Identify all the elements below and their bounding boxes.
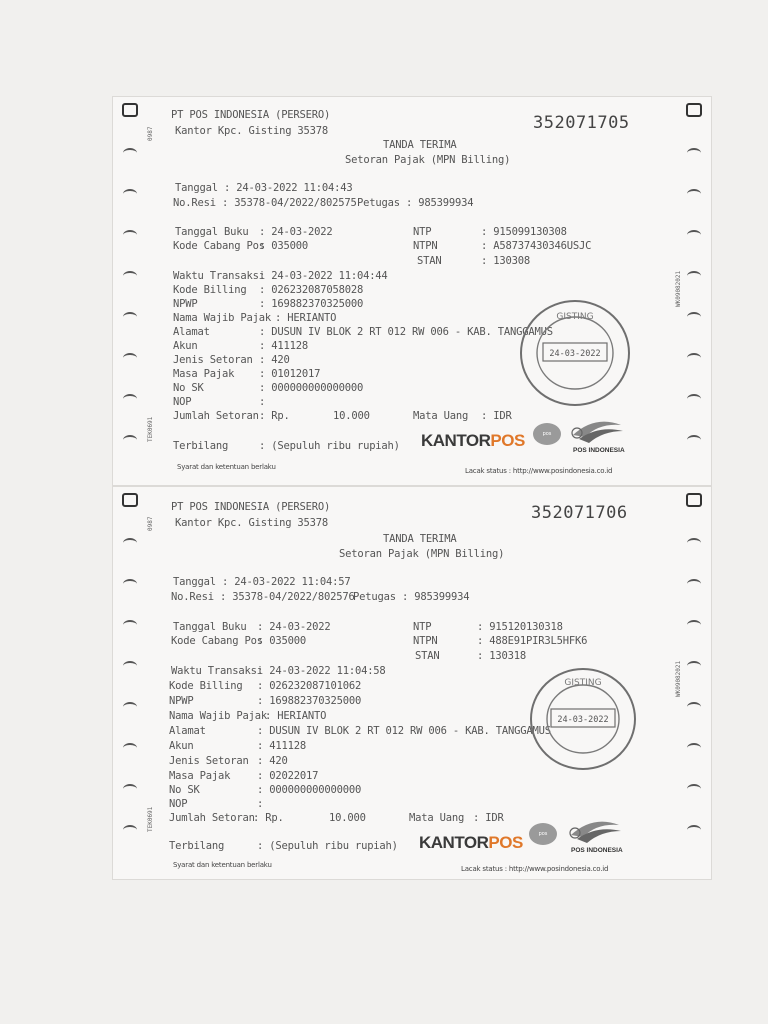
nama-value: : HERIANTO [275,312,337,324]
side-code-right: WK09082021 [675,660,682,697]
ntp-value: : 915120130318 [477,621,563,633]
ntp-label: NTP [413,226,432,238]
kode-cabang-value: : 035000 [259,240,308,252]
hole-icon [687,579,701,589]
jumlah-value: 10.000 [333,410,370,422]
petugas: Petugas : 985399934 [353,591,470,603]
jumlah-label: Jumlah Setoran [173,410,259,422]
petugas: Petugas : 985399934 [357,197,474,209]
side-code-left: TEK0691 [147,806,154,832]
no-resi: No.Resi : 35378-04/2022/802576 [171,591,355,603]
pos-indonesia-logo-icon [563,817,625,847]
postmark-stamp-icon [513,295,633,411]
office-name: Kantor Kpc. Gisting 35378 [175,125,329,137]
side-code-left: TEK0691 [147,416,154,442]
kantorpos-logo: KANTORPOS [421,431,525,450]
ntpn-value: : A58737430346USJC [481,240,592,252]
syarat-text: Syarat dan ketentuan berlaku [177,463,276,471]
ntp-label: NTP [413,621,432,633]
doc-title: TANDA TERIMA [383,139,457,151]
waktu-label: Waktu Transaksi [171,665,263,677]
akun-value: : 411128 [257,740,306,752]
jenis-label: Jenis Setoran [173,354,253,366]
office-name: Kantor Kpc. Gisting 35378 [175,517,329,529]
hole-icon [123,579,137,589]
stan-label: STAN [415,650,440,662]
terbilang-value: : (Sepuluh ribu rupiah) [259,440,400,452]
pos-indonesia-text: POS INDONESIA [573,447,625,454]
hole-icon [687,230,701,240]
waktu-value: : 24-03-2022 11:04:58 [257,665,386,677]
masa-value: : 02022017 [257,770,319,782]
ntpn-value: : 488E91PIR3L5HFK6 [477,635,588,647]
nosk-value: : 000000000000000 [259,382,364,394]
tractor-holes-left [119,103,141,476]
mata-uang-value: : IDR [481,410,512,422]
hole-icon [122,103,138,117]
receipt-1 [112,96,712,486]
hole-icon [687,148,701,158]
lacak-text: Lacak status : http://www.posindonesia.co.id [461,865,609,873]
lacak-text: Lacak status : http://www.posindonesia.co.id [465,467,613,475]
alamat-label: Alamat [169,725,206,737]
tgl-buku-label: Tanggal Buku [175,226,249,238]
waktu-label: Waktu Transaksi [173,270,265,282]
hole-icon [123,148,137,158]
terbilang-value: : (Sepuluh ribu rupiah) [257,840,398,852]
tractor-holes-left [119,493,141,866]
hole-icon [123,538,137,548]
side-code-top: 0987 [147,126,154,141]
hole-icon [123,825,137,835]
jenis-value: : 420 [257,755,288,767]
akun-label: Akun [173,340,198,352]
alamat-value: : DUSUN IV BLOK 2 RT 012 RW 006 - KAB. TANGGAMUS [259,326,553,338]
pos-indonesia-text: POS INDONESIA [571,847,623,854]
npwp-label: NPWP [173,298,198,310]
hole-icon [687,271,701,281]
tanggal: Tanggal : 24-03-2022 11:04:57 [173,576,351,588]
receipt-number: 352071705 [533,113,630,133]
doc-title: TANDA TERIMA [383,533,457,545]
hole-icon [123,312,137,322]
mata-uang-label: Mata Uang [413,410,469,422]
pos-indonesia-logo-icon [565,417,627,447]
billing-label: Kode Billing [173,284,247,296]
hole-icon [687,538,701,548]
npwp-value: : 169882370325000 [259,298,364,310]
tgl-buku-value: : 24-03-2022 [257,621,331,633]
alamat-value: : DUSUN IV BLOK 2 RT 012 RW 006 - KAB. TANGGAMUS [257,725,551,737]
receipt-2 [112,486,712,880]
hole-icon [687,661,701,671]
mata-uang-label: Mata Uang [409,812,465,824]
hole-icon [123,743,137,753]
alamat-label: Alamat [173,326,210,338]
hole-icon [123,353,137,363]
kode-cabang-label: Kode Cabang Pos [171,635,263,647]
hole-icon [687,743,701,753]
stamp-date: 24-03-2022 [557,715,609,725]
nop-label: NOP [169,798,188,810]
kode-cabang-value: : 035000 [257,635,306,647]
stamp-text: GISTING [564,678,602,688]
masa-label: Masa Pajak [169,770,231,782]
ntp-value: : 915099130308 [481,226,567,238]
pos-emblem-icon: pos [529,823,557,845]
nosk-value: : 000000000000000 [257,784,362,796]
hole-icon [687,825,701,835]
hole-icon [687,312,701,322]
stamp-date: 24-03-2022 [549,349,601,359]
hole-icon [122,493,138,507]
masa-label: Masa Pajak [173,368,235,380]
jenis-value: : 420 [259,354,290,366]
nop-value: : [259,396,266,408]
syarat-text: Syarat dan ketentuan berlaku [173,861,272,869]
nop-value: : [257,798,264,810]
tractor-holes-right [683,493,705,866]
hole-icon [123,435,137,445]
doc-subtitle: Setoran Pajak (MPN Billing) [345,154,511,166]
tanggal: Tanggal : 24-03-2022 11:04:43 [175,182,353,194]
billing-label: Kode Billing [169,680,243,692]
nop-label: NOP [173,396,192,408]
hole-icon [123,784,137,794]
hole-icon [687,702,701,712]
hole-icon [123,661,137,671]
hole-icon [687,353,701,363]
hole-icon [123,702,137,712]
jumlah-value: 10.000 [329,812,366,824]
waktu-value: : 24-03-2022 11:04:44 [259,270,388,282]
jumlah-rp: : Rp. [259,410,290,422]
billing-value: : 026232087058028 [259,284,364,296]
no-resi: No.Resi : 35378-04/2022/802575 [173,197,357,209]
stan-value: : 130318 [477,650,526,662]
company-name: PT POS INDONESIA (PERSERO) [171,501,331,513]
akun-value: : 411128 [259,340,308,352]
ntpn-label: NTPN [413,635,438,647]
stan-value: : 130308 [481,255,530,267]
tractor-holes-right [683,103,705,476]
nama-value: : HERIANTO [265,710,327,722]
hole-icon [687,784,701,794]
tgl-buku-value: : 24-03-2022 [259,226,333,238]
mata-uang-value: : IDR [473,812,504,824]
postmark-stamp-icon [525,663,641,775]
hole-icon [123,271,137,281]
terbilang-label: Terbilang [173,440,229,452]
side-code-top: 0987 [147,516,154,531]
billing-value: : 026232087101062 [257,680,362,692]
receipt-number: 352071706 [531,503,628,523]
nama-label: Nama Wajib Pajak [169,710,267,722]
jenis-label: Jenis Setoran [169,755,249,767]
hole-icon [123,189,137,199]
hole-icon [686,493,702,507]
npwp-label: NPWP [169,695,194,707]
nosk-label: No SK [169,784,200,796]
kode-cabang-label: Kode Cabang Pos [173,240,265,252]
hole-icon [687,394,701,404]
ntpn-label: NTPN [413,240,438,252]
pos-emblem-icon: pos [533,423,561,445]
nama-label: Nama Wajib Pajak [173,312,271,324]
hole-icon [123,230,137,240]
hole-icon [123,394,137,404]
company-name: PT POS INDONESIA (PERSERO) [171,109,331,121]
npwp-value: : 169882370325000 [257,695,362,707]
nosk-label: No SK [173,382,204,394]
tgl-buku-label: Tanggal Buku [173,621,247,633]
doc-subtitle: Setoran Pajak (MPN Billing) [339,548,505,560]
hole-icon [687,189,701,199]
stan-label: STAN [417,255,442,267]
stamp-text: GISTING [556,312,594,322]
akun-label: Akun [169,740,194,752]
terbilang-label: Terbilang [169,840,225,852]
masa-value: : 01012017 [259,368,321,380]
jumlah-rp: : Rp. [253,812,284,824]
side-code-right: WK09082021 [675,270,682,307]
hole-icon [686,103,702,117]
hole-icon [123,620,137,630]
kantorpos-logo: KANTORPOS [419,833,523,852]
hole-icon [687,620,701,630]
hole-icon [687,435,701,445]
jumlah-label: Jumlah Setoran [169,812,255,824]
